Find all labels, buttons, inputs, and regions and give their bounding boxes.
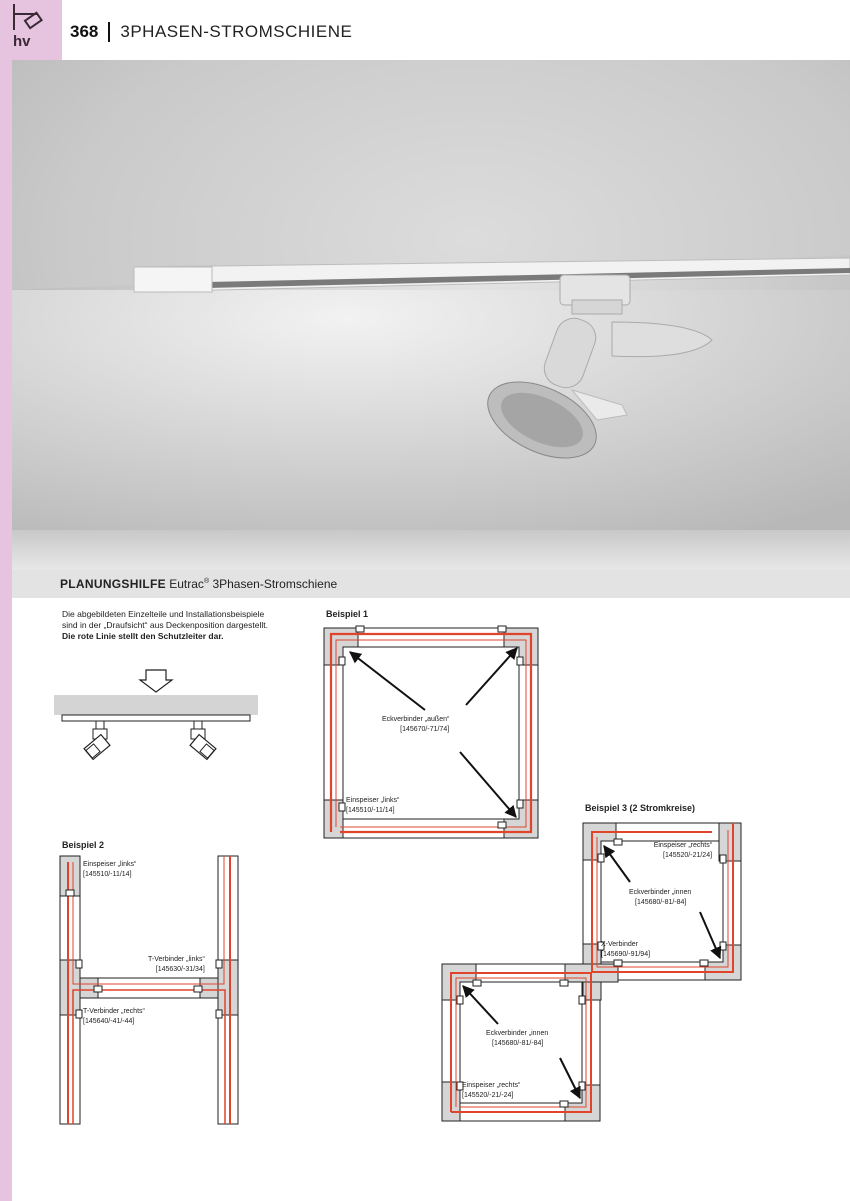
page-number: 368 <box>70 22 99 41</box>
spot-right-icon <box>190 721 216 759</box>
corner-outer-code: [145670/-71/74] <box>400 725 450 733</box>
down-arrow-icon <box>140 670 172 692</box>
t-right-label: T-Verbinder „rechts“ <box>83 1008 145 1015</box>
example-2-tleft-label <box>148 955 205 974</box>
feed-left-code: [145510/-11/14] <box>346 806 395 814</box>
logo-text: hv <box>13 33 31 50</box>
example-3-title: Beispiel 3 (2 Stromkreise) <box>585 803 696 813</box>
corner-inner-2-code: [145680/-81/-84] <box>492 1039 544 1047</box>
t-left-code: [145630/-31/34] <box>155 965 205 973</box>
feed-right-1-code: [145520/-21/24] <box>663 851 713 859</box>
example-1-title: Beispiel 1 <box>326 609 369 619</box>
spot-left-icon <box>84 721 110 759</box>
section-heading-brand: Eutrac <box>169 577 204 591</box>
intro-line-2: sind in der „Draufsicht“ aus Deckenposition dargestellt. <box>62 620 268 630</box>
page-title: 3PHASEN-STROMSCHIENE <box>120 22 353 41</box>
ex2-feed-left-code: [145510/-11/14] <box>83 870 132 878</box>
ex2-feed-left-label: Einspeiser „links“ <box>83 861 137 868</box>
corner-outer-label: Eckverbinder „außen“ <box>382 716 450 723</box>
example-2-tright-label <box>83 1007 145 1026</box>
example-3-feed-r2-label <box>462 1081 520 1100</box>
example-3-x-label <box>601 940 650 959</box>
intro-line-3: Die rote Linie stellt den Schutzleiter dar. <box>62 631 224 641</box>
example-3-corner-in1-label <box>629 888 691 907</box>
t-left-label: T-Verbinder „links“ <box>148 956 205 963</box>
example-2-title: Beispiel 2 <box>62 840 105 850</box>
x-connector-label: X-Verbinder <box>601 941 638 948</box>
example-2-drawing <box>60 856 238 1124</box>
corner-inner-2-label: Eckverbinder „innen <box>486 1030 549 1037</box>
section-heading-product: 3Phasen-Stromschiene <box>212 577 338 591</box>
section-heading-bold: PLANUNGSHILFE <box>60 577 166 591</box>
feed-right-1-label: Einspeiser „rechts“ <box>653 842 713 849</box>
example-3-corner-in2-label <box>486 1029 548 1048</box>
t-right-code: [145640/-41/-44] <box>83 1017 135 1025</box>
corner-inner-1-code: [145680/-81/-84] <box>635 898 687 906</box>
example-1-feed-label <box>346 796 399 815</box>
feed-right-2-code: [145520/-21/-24] <box>462 1091 514 1099</box>
feed-left-label: Einspeiser „links“ <box>346 797 400 804</box>
x-connector-code: [145690/-91/94] <box>601 950 651 958</box>
example-3-drawing <box>442 823 741 1121</box>
intro-line-1: Die abgebildeten Einzelteile und Installationsbeispiele <box>62 609 265 619</box>
ceiling-illustration <box>54 670 258 759</box>
example-1-corner-label <box>382 715 449 734</box>
feed-right-2-label: Einspeiser „rechts“ <box>462 1082 521 1089</box>
example-2-feed-label <box>83 860 136 879</box>
example-3-feed-r1-label <box>651 841 712 860</box>
registered-mark: ® <box>203 578 210 585</box>
corner-inner-1-label: Eckverbinder „innen <box>629 889 692 896</box>
